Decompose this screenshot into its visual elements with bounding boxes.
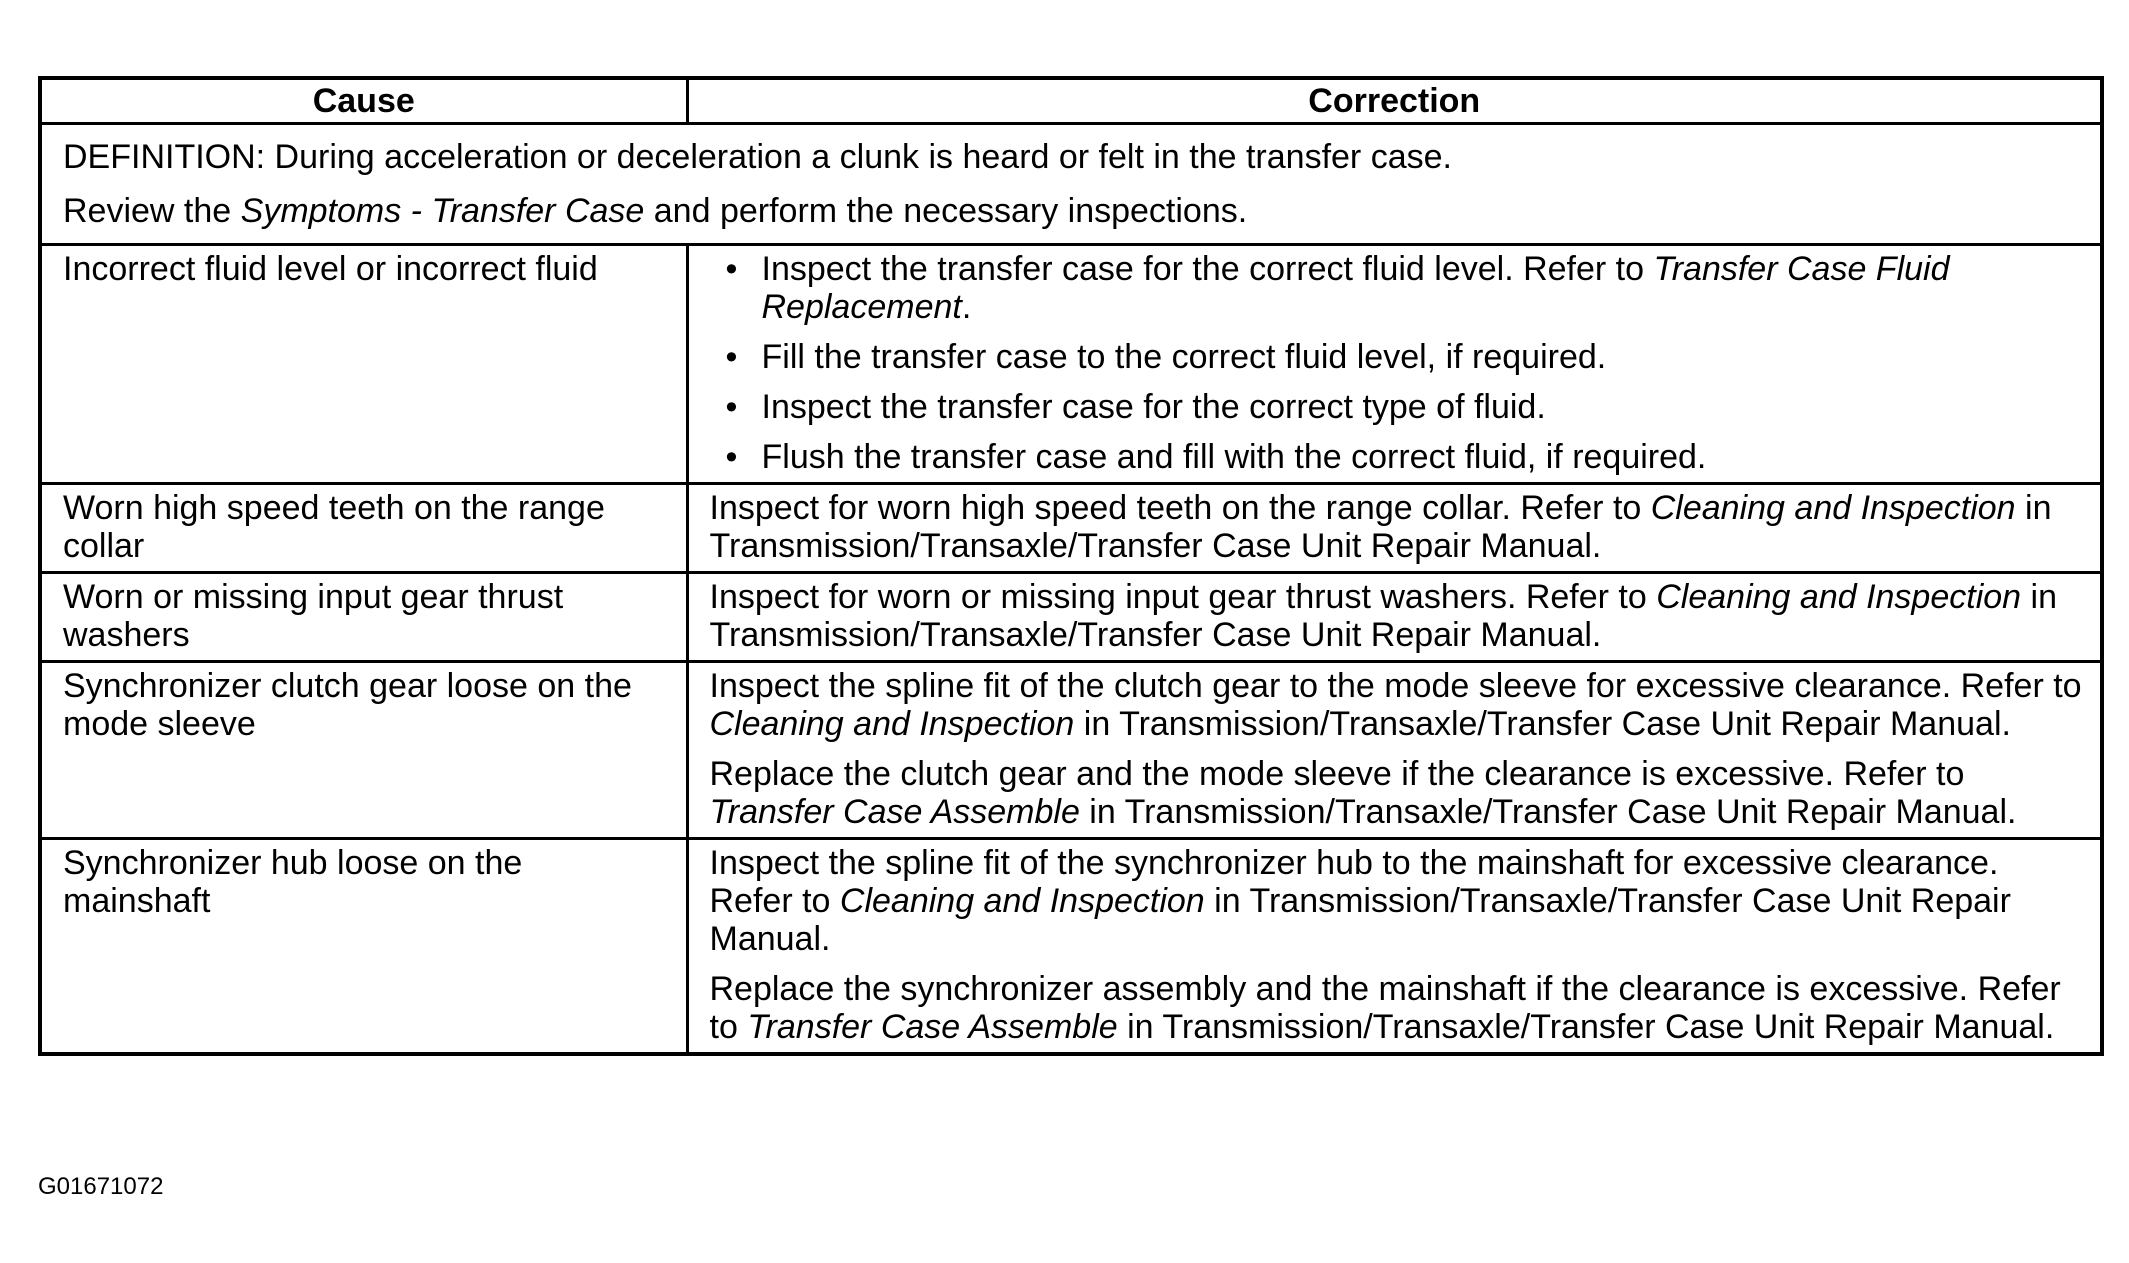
correction-text-end: in Transmission/Transaxle/Transfer Case Unit Repair Manual. [709, 882, 2011, 958]
correction-text-end: in Transmission/Transaxle/Transfer Case Unit Repair Manual. [1079, 793, 2017, 831]
definition-row [40, 124, 2102, 245]
reference-text: Transfer Case Assemble [747, 1008, 1118, 1046]
correction-cell [687, 573, 2102, 662]
correction-paragraph [710, 755, 2091, 831]
header-row [40, 78, 2102, 124]
correction-cell [687, 662, 2102, 839]
correction-cell [687, 484, 2102, 573]
cause-cell: Incorrect fluid level or incorrect fluid [40, 245, 687, 484]
cause-cell: Synchronizer clutch gear loose on the mode sleeve [40, 662, 687, 839]
cause-header: Cause [40, 78, 687, 124]
table-row [40, 245, 2102, 484]
bullet-item [762, 250, 2091, 326]
review-text-post: and perform the necessary inspections. [644, 192, 1248, 230]
correction-cell [687, 839, 2102, 1055]
table-row [40, 839, 2102, 1055]
correction-bullet-list [710, 250, 2091, 476]
correction-text-end: in Transmission/Transaxle/Transfer Case Unit Repair Manual. [709, 489, 2052, 565]
correction-paragraph [710, 970, 2091, 1046]
table-row [40, 573, 2102, 662]
cause-cell: Worn or missing input gear thrust washers [40, 573, 687, 662]
reference-text: Cleaning and Inspection [839, 882, 1205, 920]
reference-text: Transfer Case Fluid Replacement [761, 250, 1950, 326]
correction-text-end: in Transmission/Transaxle/Transfer Case Unit Repair Manual. [709, 578, 2057, 654]
correction-paragraph [710, 844, 2091, 958]
diagnostic-table [38, 76, 2104, 1056]
correction-cell [687, 245, 2102, 484]
cause-cell: Worn high speed teeth on the range collar [40, 484, 687, 573]
definition-cell [40, 124, 2102, 245]
bullet-item: • Flush the transfer case and fill with the correct fluid, if required. [762, 438, 2091, 476]
bullet-text: Inspect the transfer case for the correct fluid level. Refer to [761, 250, 1654, 288]
correction-paragraph [710, 667, 2091, 743]
bullet-item: • Inspect the transfer case for the correct type of fluid. [762, 388, 2091, 426]
correction-text-end: in Transmission/Transaxle/Transfer Case Unit Repair Manual. [1074, 705, 2011, 743]
bullet-item: • Fill the transfer case to the correct fluid level, if required. [762, 338, 2091, 376]
correction-paragraph [710, 578, 2091, 654]
reference-text: Cleaning and Inspection [1650, 489, 2016, 527]
cause-cell: Synchronizer hub loose on the mainshaft [40, 839, 687, 1055]
correction-text: Inspect the spline fit of the clutch gear to the mode sleeve for excessive clearance. Refer to [709, 667, 2082, 705]
review-text-reference: Symptoms - Transfer Case [240, 192, 645, 230]
reference-text: Cleaning and Inspection [709, 705, 1075, 743]
correction-header: Correction [687, 78, 2102, 124]
correction-text: Inspect for worn or missing input gear thrust washers. Refer to [709, 578, 1657, 616]
correction-text-end: in Transmission/Transaxle/Transfer Case Unit Repair Manual. [1117, 1008, 2055, 1046]
correction-text: Replace the clutch gear and the mode sleeve if the clearance is excessive. Refer to [709, 755, 1965, 793]
correction-text: Inspect the spline fit of the synchronizer hub to the mainshaft for excessive clearance. Refer to [709, 844, 1999, 920]
bullet-text-end: . [961, 288, 972, 326]
correction-text: Inspect for worn high speed teeth on the range collar. Refer to [709, 489, 1651, 527]
table-row [40, 662, 2102, 839]
review-text [63, 183, 2090, 237]
figure-id: G01671072 [38, 1173, 164, 1200]
review-text-pre: Review the [63, 192, 241, 230]
definition-text: DEFINITION: During acceleration or deceleration a clunk is heard or felt in the transfer case. [63, 138, 1452, 176]
table-row [40, 484, 2102, 573]
correction-paragraph [710, 489, 2091, 565]
correction-text: Replace the synchronizer assembly and the mainshaft if the clearance is excessive. Refer to [709, 970, 2061, 1046]
reference-text: Cleaning and Inspection [1656, 578, 2022, 616]
reference-text: Transfer Case Assemble [709, 793, 1080, 831]
